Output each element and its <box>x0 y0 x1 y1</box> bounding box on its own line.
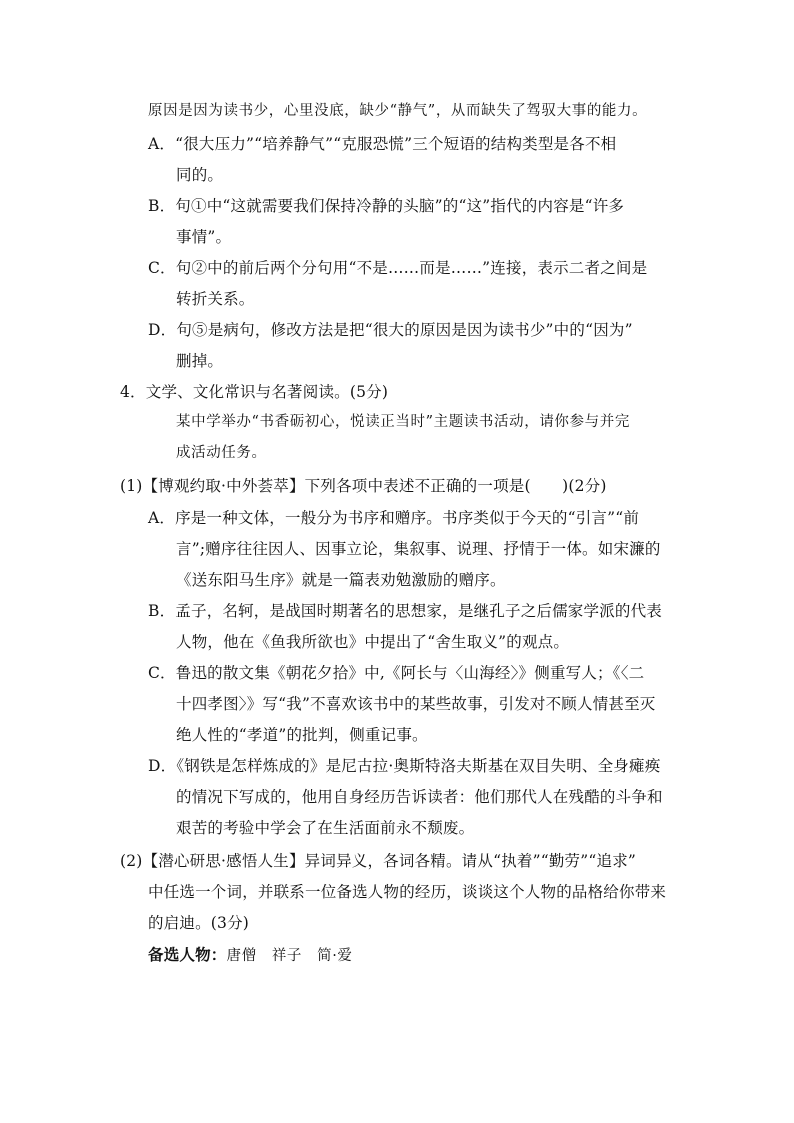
sub1-option-d-cont2: 艰苦的考验中学会了在生活面前永不颓废。 <box>176 819 475 837</box>
q3-option-b: B．句①中“这就需要我们保持冷静的头脑”的“这”指代的内容是“许多 <box>148 197 625 215</box>
sub1-option-a: A．序是一种文体，一般分为书序和赠序。书序类似于今天的“引言”“前 <box>148 509 640 527</box>
sub1-option-c-cont: 十四孝图〉》写“我”不喜欢该书中的某些故事，引发对不顾人情甚至灭 <box>176 695 656 713</box>
q4-intro-cont: 成活动任务。 <box>176 445 267 461</box>
q3-option-d-cont: 删掉。 <box>176 352 224 370</box>
candidate-names: 唐僧 祥子 简·爱 <box>226 948 353 964</box>
sub1-stem: (1)【博观约取·中外荟萃】下列各项中表述不正确的一项是( )(2分) <box>120 477 607 495</box>
sub2-stem-cont: 中任选一个词，并联系一位备选人物的经历，谈谈这个人物的品格给你带来 <box>148 883 667 901</box>
q3-option-d: D．句⑤是病句，修改方法是把“很大的原因是因为读书少”中的“因为” <box>148 321 633 339</box>
sub1-option-d-cont: 的情况下写成的，他用自身经历告诉读者：他们那代人在残酷的斗争和 <box>176 788 663 806</box>
q3-option-c-cont: 转折关系。 <box>176 290 255 308</box>
q3-option-a: A．“很大压力”“培养静气”“克服恐慌”三个短语的结构类型是各不相 <box>148 135 617 153</box>
sub2-stem-cont2: 的启迪。(3分) <box>148 914 250 932</box>
q4-intro: 某中学举办“书香砺初心，悦读正当时”主题读书活动，请你参与并完 <box>176 414 630 430</box>
q3-option-a-cont: 同的。 <box>176 166 224 184</box>
sub1-option-c: C．鲁迅的散文集《朝花夕拾》中,《阿长与〈山海经〉》侧重写人；《〈二 <box>148 664 645 682</box>
sub1-option-d: D．《钢铁是怎样炼成的》是尼古拉·奥斯特洛夫斯基在双目失明、全身瘫痪 <box>148 757 661 775</box>
q3-option-c: C．句②中的前后两个分句用“不是……而是……”连接，表示二者之间是 <box>148 259 648 277</box>
q3-option-b-cont: 事情”。 <box>176 228 232 246</box>
q4-title: 4．文学、文化常识与名著阅读。(5分) <box>120 383 389 401</box>
sub1-option-a-cont2: 《送东阳马生序》就是一篇表劝勉激励的赠序。 <box>176 571 506 589</box>
candidate-label: 备选人物： <box>148 945 227 964</box>
candidate-list <box>148 945 353 966</box>
sub1-option-b: B．孟子，名轲，是战国时期著名的思想家，是继孔子之后儒家学派的代表 <box>148 602 662 620</box>
passage-tail: 原因是因为读书少，心里没底，缺少“静气”，从而缺失了驾驭大事的能力。 <box>148 103 648 119</box>
sub1-option-b-cont: 人物，他在《鱼我所欲也》中提出了“舍生取义”的观点。 <box>176 633 570 651</box>
sub1-option-a-cont: 言”;赠序往往因人、因事立论，集叙事、说理、抒情于一体。如宋濂的 <box>176 540 661 558</box>
sub2-stem: (2)【潜心研思·感悟人生】异词异义，各词各精。请从“执着”“勤劳”“追求” <box>120 852 637 870</box>
sub1-option-c-cont2: 绝人性的“孝道”的批判，侧重记事。 <box>176 726 428 744</box>
